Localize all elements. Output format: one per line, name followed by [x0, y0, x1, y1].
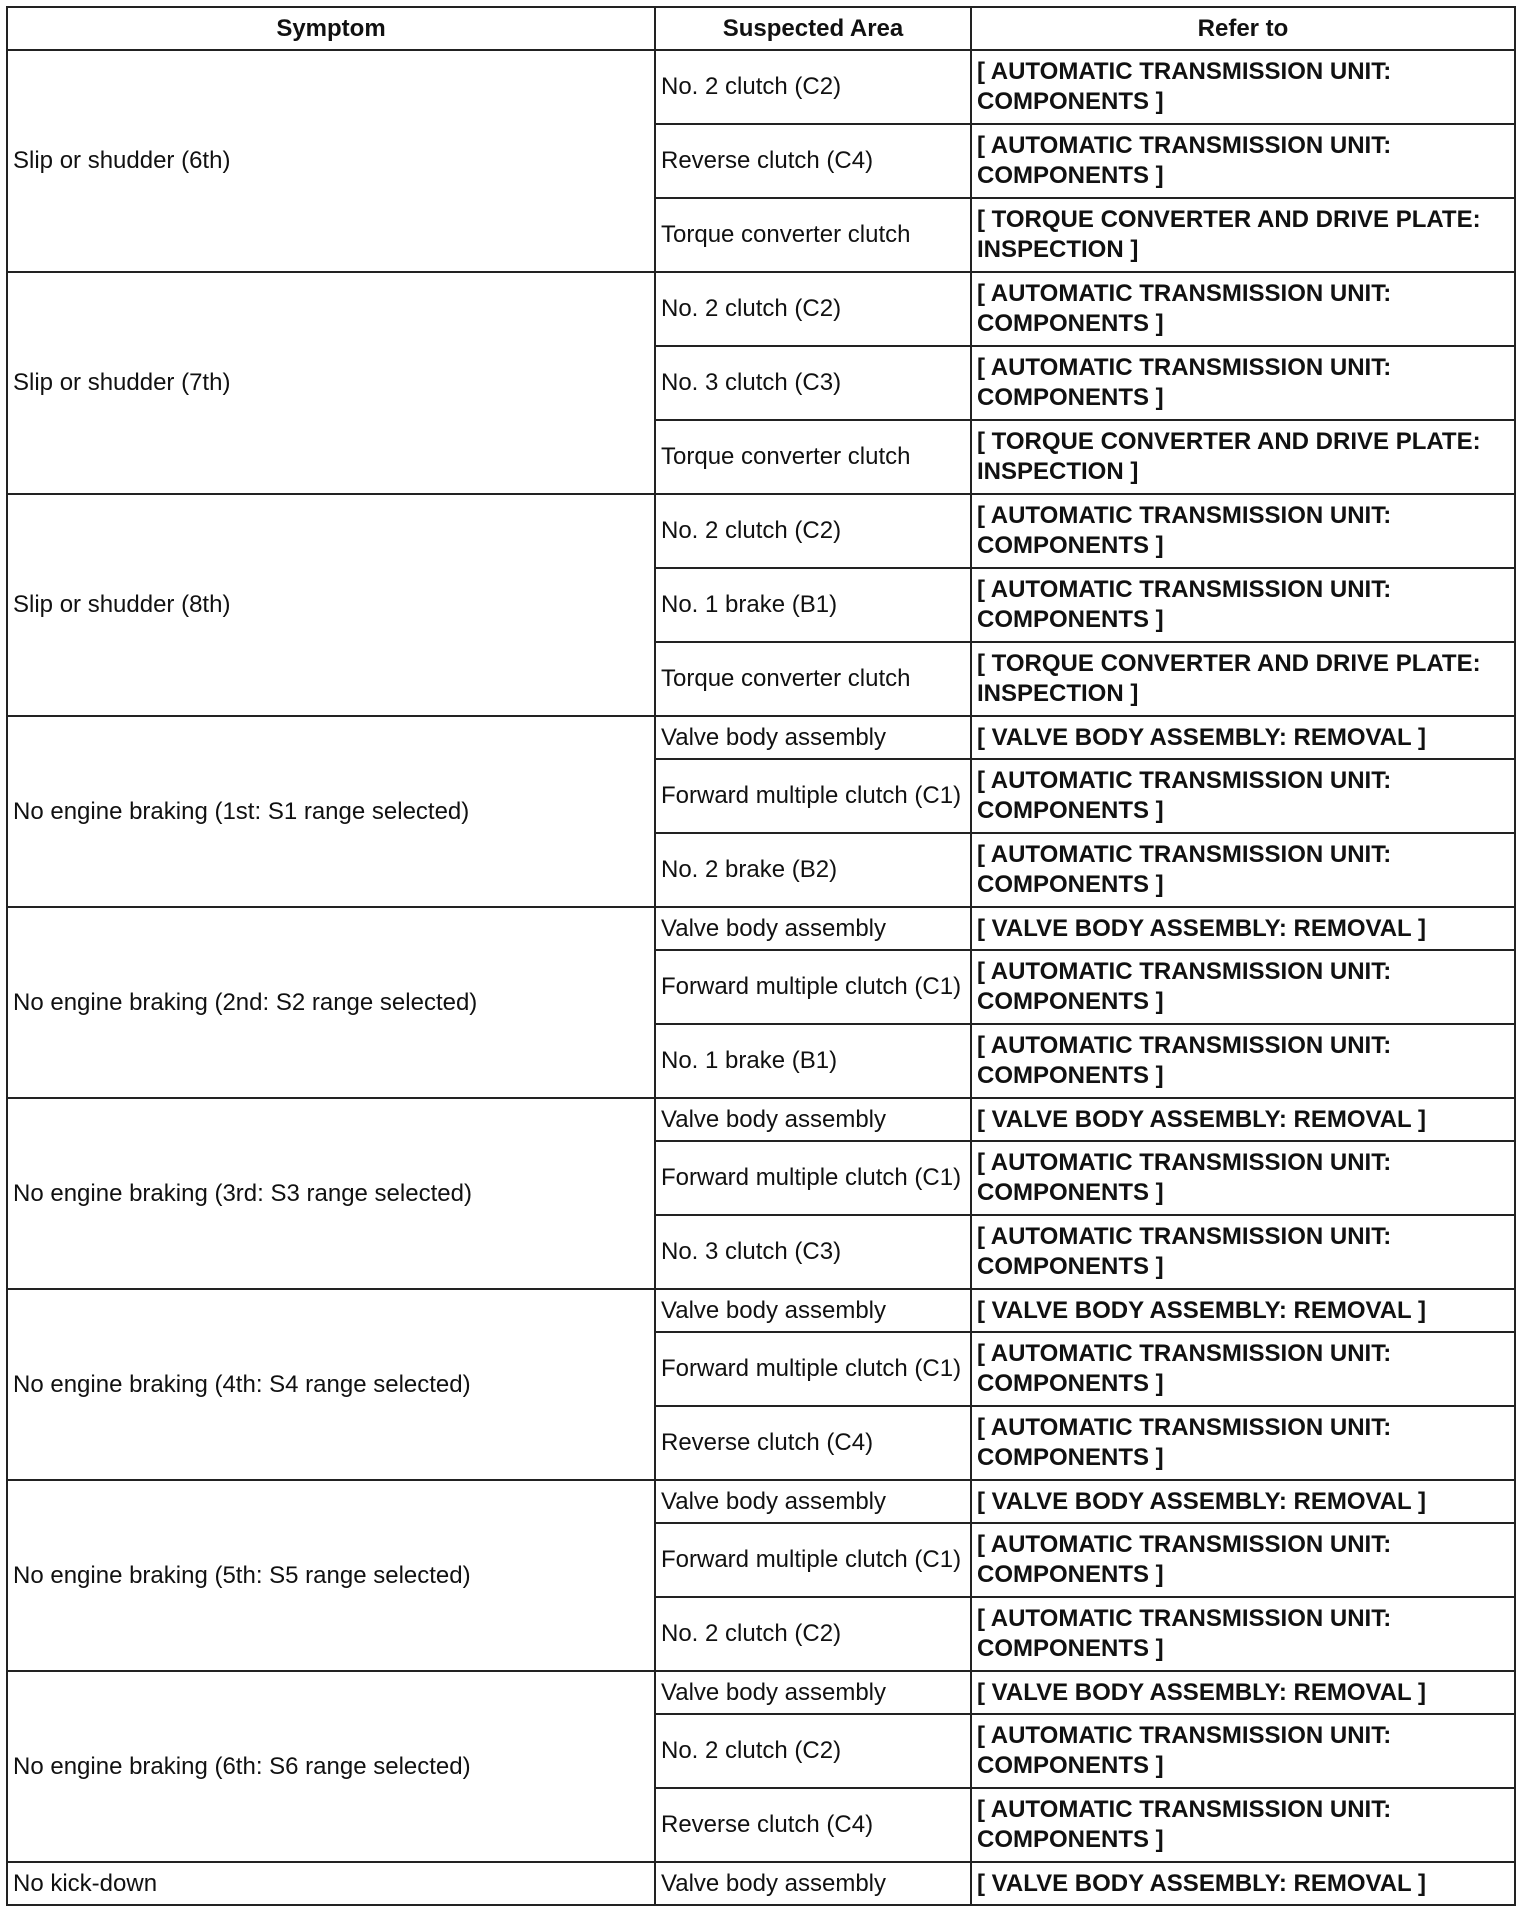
suspected-area-cell: Forward multiple clutch (C1)	[655, 1332, 971, 1406]
refer-to-link[interactable]: [ VALVE BODY ASSEMBLY: REMOVAL ]	[971, 1098, 1515, 1141]
refer-to-link[interactable]: [ VALVE BODY ASSEMBLY: REMOVAL ]	[971, 1289, 1515, 1332]
refer-to-link[interactable]: [ AUTOMATIC TRANSMISSION UNIT: COMPONENTS ]	[971, 950, 1515, 1024]
refer-to-link[interactable]: [ AUTOMATIC TRANSMISSION UNIT: COMPONENTS ]	[971, 1332, 1515, 1406]
suspected-area-cell: No. 2 clutch (C2)	[655, 494, 971, 568]
symptom-cell: No engine braking (1st: S1 range selected)	[7, 716, 655, 907]
refer-to-link[interactable]: [ AUTOMATIC TRANSMISSION UNIT: COMPONENTS ]	[971, 1215, 1515, 1289]
suspected-area-cell: Valve body assembly	[655, 907, 971, 950]
refer-to-link[interactable]: [ AUTOMATIC TRANSMISSION UNIT: COMPONENTS ]	[971, 1024, 1515, 1098]
table-body	[7, 50, 1515, 1905]
refer-to-link[interactable]: [ TORQUE CONVERTER AND DRIVE PLATE: INSPECTION ]	[971, 642, 1515, 716]
suspected-area-cell: No. 2 clutch (C2)	[655, 50, 971, 124]
suspected-area-cell: Forward multiple clutch (C1)	[655, 759, 971, 833]
suspected-area-cell: Forward multiple clutch (C1)	[655, 1141, 971, 1215]
refer-to-link[interactable]: [ AUTOMATIC TRANSMISSION UNIT: COMPONENTS ]	[971, 50, 1515, 124]
suspected-area-cell: Forward multiple clutch (C1)	[655, 950, 971, 1024]
refer-to-link[interactable]: [ VALVE BODY ASSEMBLY: REMOVAL ]	[971, 716, 1515, 759]
suspected-area-cell: No. 2 clutch (C2)	[655, 1714, 971, 1788]
table-row	[7, 1098, 1515, 1141]
symptom-cell: Slip or shudder (6th)	[7, 50, 655, 272]
suspected-area-cell: Reverse clutch (C4)	[655, 1406, 971, 1480]
symptom-cell: No engine braking (3rd: S3 range selected)	[7, 1098, 655, 1289]
symptom-cell: Slip or shudder (7th)	[7, 272, 655, 494]
diagnosis-table	[6, 6, 1516, 1906]
table-row	[7, 1289, 1515, 1332]
suspected-area-cell: No. 3 clutch (C3)	[655, 346, 971, 420]
refer-to-link[interactable]: [ AUTOMATIC TRANSMISSION UNIT: COMPONENTS ]	[971, 494, 1515, 568]
refer-to-link[interactable]: [ AUTOMATIC TRANSMISSION UNIT: COMPONENTS ]	[971, 568, 1515, 642]
suspected-area-cell: Valve body assembly	[655, 1098, 971, 1141]
table-row	[7, 907, 1515, 950]
suspected-area-cell: No. 3 clutch (C3)	[655, 1215, 971, 1289]
table-row	[7, 1480, 1515, 1523]
refer-to-link[interactable]: [ AUTOMATIC TRANSMISSION UNIT: COMPONENTS ]	[971, 1523, 1515, 1597]
suspected-area-cell: Torque converter clutch	[655, 420, 971, 494]
suspected-area-cell: Valve body assembly	[655, 1671, 971, 1714]
suspected-area-cell: Valve body assembly	[655, 1480, 971, 1523]
suspected-area-cell: Reverse clutch (C4)	[655, 124, 971, 198]
table-row	[7, 272, 1515, 346]
table-row	[7, 1862, 1515, 1905]
refer-to-link[interactable]: [ VALVE BODY ASSEMBLY: REMOVAL ]	[971, 1862, 1515, 1905]
table-row	[7, 716, 1515, 759]
suspected-area-cell: Valve body assembly	[655, 1289, 971, 1332]
suspected-area-cell: Reverse clutch (C4)	[655, 1788, 971, 1862]
suspected-area-cell: No. 1 brake (B1)	[655, 568, 971, 642]
suspected-area-cell: No. 2 clutch (C2)	[655, 1597, 971, 1671]
table-row	[7, 1671, 1515, 1714]
table-row	[7, 494, 1515, 568]
diagnosis-table-container	[6, 6, 1516, 1906]
refer-to-link[interactable]: [ TORQUE CONVERTER AND DRIVE PLATE: INSPECTION ]	[971, 198, 1515, 272]
refer-to-link[interactable]: [ AUTOMATIC TRANSMISSION UNIT: COMPONENTS ]	[971, 833, 1515, 907]
suspected-area-cell: Valve body assembly	[655, 716, 971, 759]
refer-to-link[interactable]: [ VALVE BODY ASSEMBLY: REMOVAL ]	[971, 1671, 1515, 1714]
symptom-cell: No engine braking (6th: S6 range selected)	[7, 1671, 655, 1862]
suspected-area-cell: Torque converter clutch	[655, 642, 971, 716]
suspected-area-cell: No. 2 clutch (C2)	[655, 272, 971, 346]
refer-to-link[interactable]: [ TORQUE CONVERTER AND DRIVE PLATE: INSPECTION ]	[971, 420, 1515, 494]
symptom-cell: No engine braking (2nd: S2 range selected)	[7, 907, 655, 1098]
refer-to-link[interactable]: [ AUTOMATIC TRANSMISSION UNIT: COMPONENTS ]	[971, 1141, 1515, 1215]
header-refer-to: Refer to	[971, 7, 1515, 50]
refer-to-link[interactable]: [ AUTOMATIC TRANSMISSION UNIT: COMPONENTS ]	[971, 1714, 1515, 1788]
refer-to-link[interactable]: [ AUTOMATIC TRANSMISSION UNIT: COMPONENTS ]	[971, 1406, 1515, 1480]
header-row	[7, 7, 1515, 50]
refer-to-link[interactable]: [ AUTOMATIC TRANSMISSION UNIT: COMPONENTS ]	[971, 124, 1515, 198]
suspected-area-cell: No. 2 brake (B2)	[655, 833, 971, 907]
suspected-area-cell: Forward multiple clutch (C1)	[655, 1523, 971, 1597]
refer-to-link[interactable]: [ AUTOMATIC TRANSMISSION UNIT: COMPONENTS ]	[971, 272, 1515, 346]
symptom-cell: No engine braking (4th: S4 range selected)	[7, 1289, 655, 1480]
refer-to-link[interactable]: [ VALVE BODY ASSEMBLY: REMOVAL ]	[971, 907, 1515, 950]
header-suspected-area: Suspected Area	[655, 7, 971, 50]
header-symptom: Symptom	[7, 7, 655, 50]
symptom-cell: No kick-down	[7, 1862, 655, 1905]
refer-to-link[interactable]: [ AUTOMATIC TRANSMISSION UNIT: COMPONENTS ]	[971, 1788, 1515, 1862]
refer-to-link[interactable]: [ AUTOMATIC TRANSMISSION UNIT: COMPONENTS ]	[971, 346, 1515, 420]
suspected-area-cell: Torque converter clutch	[655, 198, 971, 272]
symptom-cell: No engine braking (5th: S5 range selected)	[7, 1480, 655, 1671]
refer-to-link[interactable]: [ VALVE BODY ASSEMBLY: REMOVAL ]	[971, 1480, 1515, 1523]
suspected-area-cell: No. 1 brake (B1)	[655, 1024, 971, 1098]
refer-to-link[interactable]: [ AUTOMATIC TRANSMISSION UNIT: COMPONENTS ]	[971, 1597, 1515, 1671]
table-row	[7, 50, 1515, 124]
refer-to-link[interactable]: [ AUTOMATIC TRANSMISSION UNIT: COMPONENTS ]	[971, 759, 1515, 833]
suspected-area-cell: Valve body assembly	[655, 1862, 971, 1905]
symptom-cell: Slip or shudder (8th)	[7, 494, 655, 716]
